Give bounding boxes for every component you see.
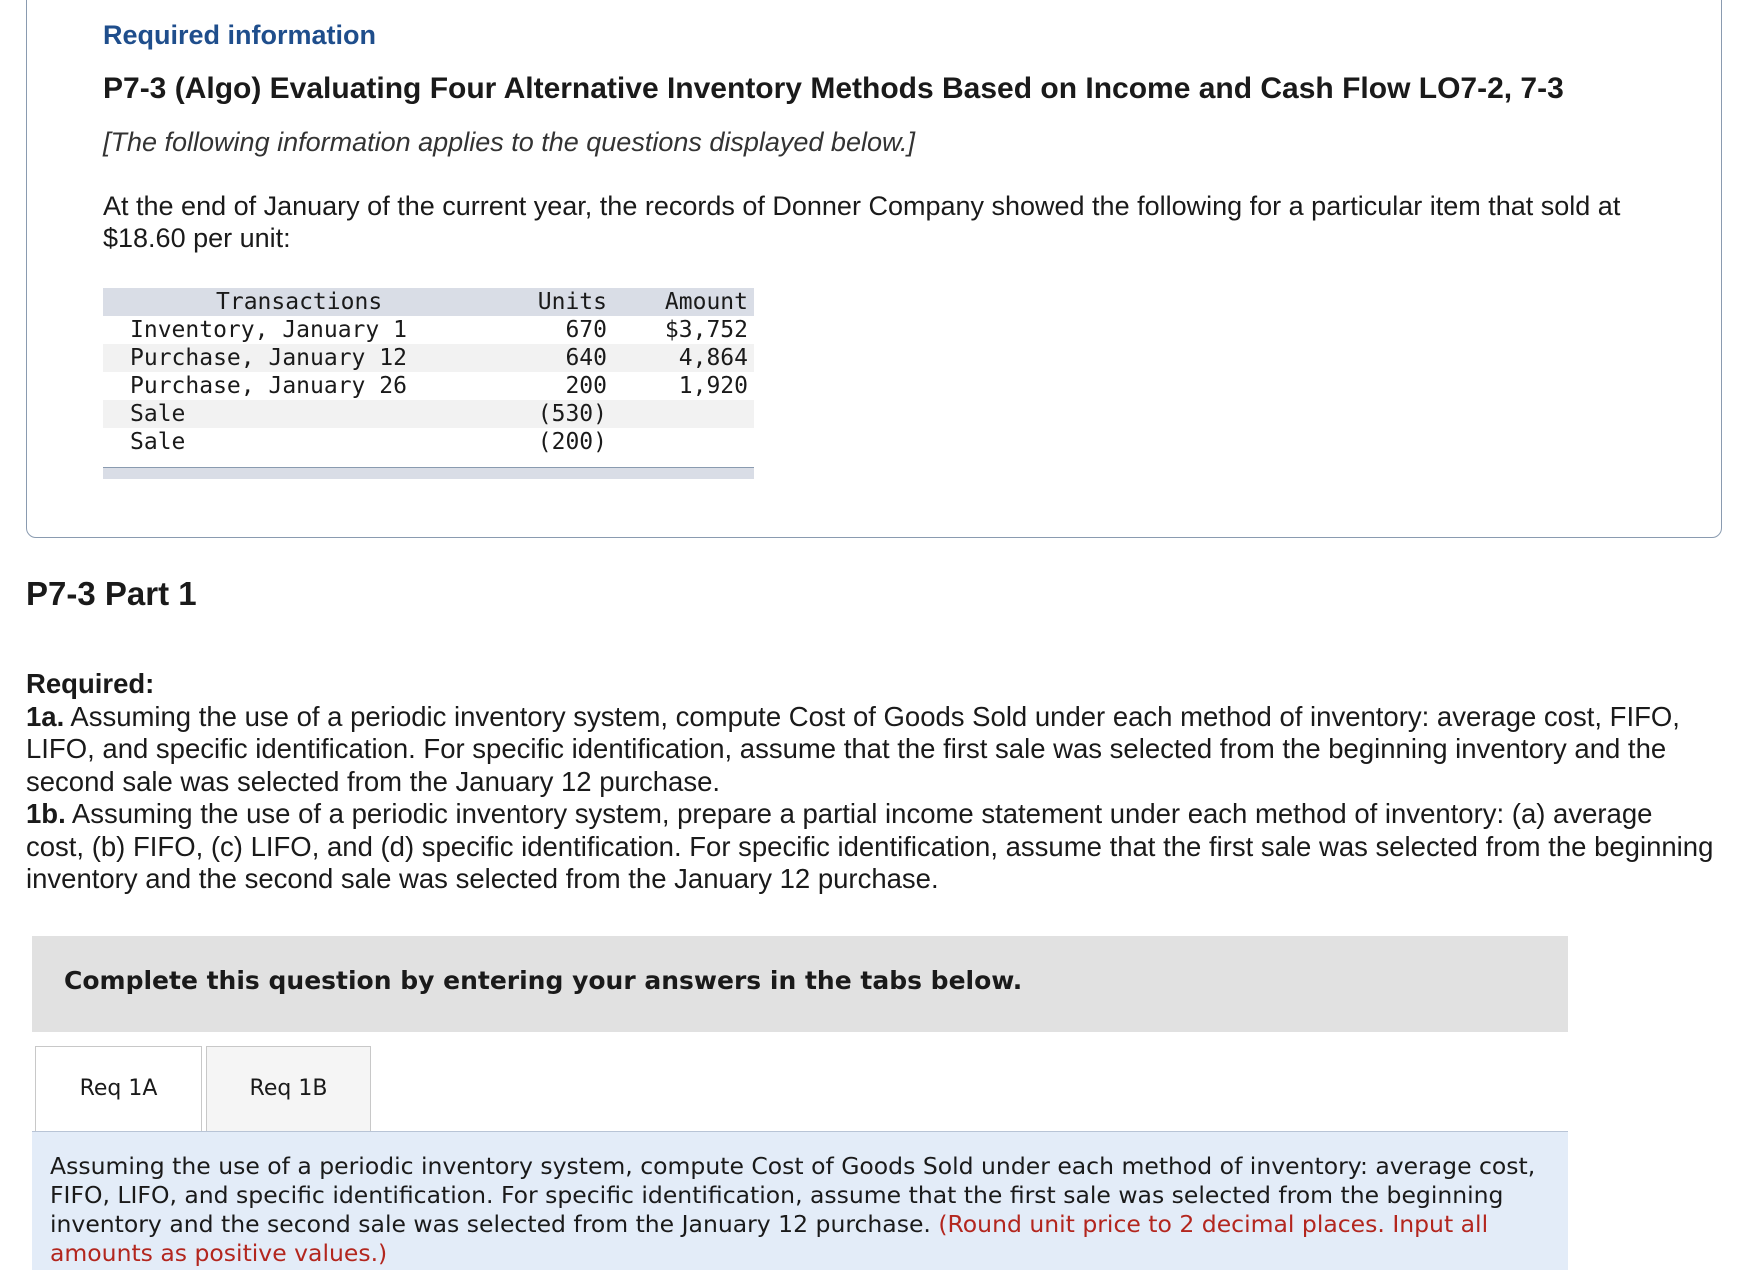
row-name: Sale [130, 429, 186, 455]
tab-panel-req-1a [32, 1132, 1568, 1270]
table-row [103, 400, 754, 428]
row-name: Sale [130, 401, 186, 427]
row-units: 670 [565, 317, 607, 343]
table-row [103, 372, 754, 400]
row-name: Inventory, January 1 [130, 317, 407, 343]
table-row [103, 344, 754, 372]
table-footer [103, 467, 754, 479]
tab-req-1a[interactable]: Req 1A [35, 1046, 202, 1132]
table-row [103, 316, 754, 344]
row-units: 640 [565, 345, 607, 371]
table-row [103, 428, 754, 456]
row-amount: $3,752 [664, 317, 748, 343]
row-name: Purchase, January 26 [130, 373, 407, 399]
transactions-table [103, 288, 754, 456]
item-1a-text: Assuming the use of a periodic inventory system, compute Cost of Goods Sold under each method of inventory: average cost, FIFO, LIFO, and specific identification. For specific identification, assume that the first sale was selected from the beginning inventory and the second sale was selected from the January 12 purchase. [26, 700, 1680, 797]
required-information-heading: Required information [103, 20, 377, 50]
intro-text: At the end of January of the current year, the records of Donner Company showed the following for a particular item that sold at $18.60 per unit: [103, 191, 1621, 253]
tab-req-1b[interactable]: Req 1B [206, 1046, 371, 1132]
part-title: P7-3 Part 1 [26, 575, 197, 612]
item-1a-label: 1a. [26, 700, 65, 732]
required-item-1b [26, 798, 1716, 896]
header-amount: Amount [664, 289, 748, 315]
panel-red-note: (Round unit price to 2 decimal places. Input all amounts as positive values.) [50, 1210, 1489, 1267]
row-units: (200) [537, 429, 607, 455]
table-header-row [103, 288, 754, 316]
item-1b-text: Assuming the use of a periodic inventory system, prepare a partial income statement under each method of inventory: (a) average cost, (b) FIFO, (c) LIFO, and (d) specific identification. For specific identification, assume that the first sale was selected from the beginning inventory and the second sale was selected from the January 12 purchase. [26, 798, 1714, 894]
complete-banner-text: Complete this question by entering your answers in the tabs below. [64, 966, 1023, 995]
required-item-1a [26, 701, 1716, 799]
required-heading: Required: [26, 668, 155, 699]
row-units: (530) [537, 401, 607, 427]
row-name: Purchase, January 12 [130, 345, 407, 371]
required-instructions [26, 668, 1716, 896]
header-transactions: Transactions [216, 289, 383, 315]
panel-instruction-text: Assuming the use of a periodic inventory system, compute Cost of Goods Sold under each method of inventory: average cost, FIFO, LIFO, and specific identification. For specific identification, assume that the first sale was selected from the beginning inventory and the second sale was selected from the January 12 purchase. [50, 1152, 1536, 1238]
complete-banner [32, 936, 1568, 1032]
row-amount: 4,864 [678, 345, 748, 371]
panel-instruction [50, 1152, 1550, 1268]
item-1b-label: 1b. [26, 798, 66, 829]
row-units: 200 [565, 373, 607, 399]
applies-note: [The following information applies to the questions displayed below.] [103, 127, 915, 157]
problem-title: P7-3 (Algo) Evaluating Four Alternative Inventory Methods Based on Income and Cash Flow LO7-2, 7-3 [103, 72, 1564, 105]
row-amount: 1,920 [678, 373, 748, 399]
header-units: Units [537, 289, 607, 315]
